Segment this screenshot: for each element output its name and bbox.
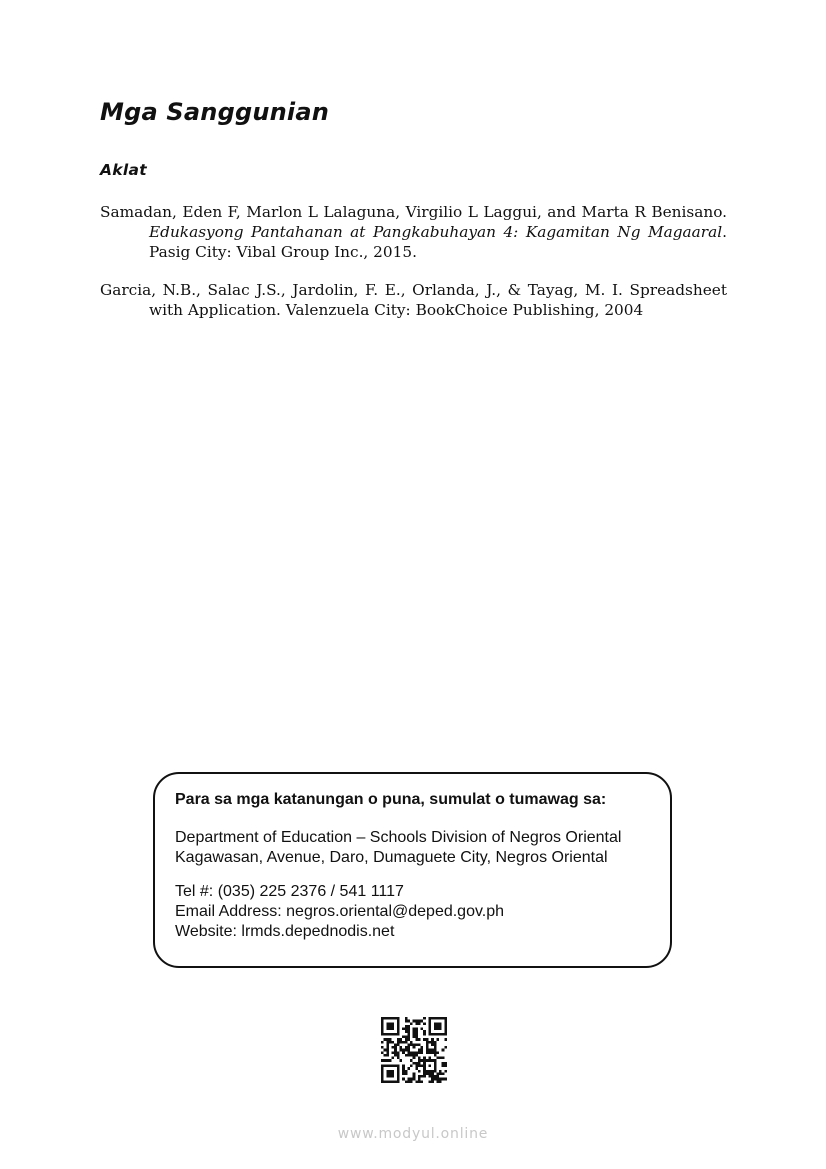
- contact-email[interactable]: Email Address: negros.oriental@deped.gov.ph: [175, 903, 505, 920]
- contact-address-block: [175, 828, 621, 868]
- contact-box: [153, 772, 672, 968]
- reference-title: Edukasyong Pantahanan at Pangkabuhayan 4: Kagamitan Ng Magaaral: [149, 223, 723, 241]
- reference-item: [100, 202, 727, 262]
- reference-publication: . Pasig City: Vibal Group Inc., 2015.: [149, 223, 727, 261]
- contact-heading: Para sa mga katanungan o puna, sumulat o tumawag sa:: [175, 791, 607, 808]
- reference-authors: Samadan, Eden F, Marlon L Lalaguna, Virgilio L Laggui, and Marta R Benisano.: [100, 203, 727, 221]
- section-heading-aklat: Aklat: [100, 161, 147, 179]
- reference-item: Garcia, N.B., Salac J.S., Jardolin, F. E., Orlanda, J., & Tayag, M. I. Spreadsheet with Application. Valenzuela City: BookChoice Publishing, 2004: [100, 281, 727, 319]
- qr-code: [381, 1017, 447, 1083]
- contact-website[interactable]: Website: lrmds.depednodis.net: [175, 923, 395, 940]
- contact-tel: Tel #: (035) 225 2376 / 541 1117: [175, 883, 404, 900]
- watermark: www.modyul.online: [337, 1126, 489, 1142]
- page-title: Mga Sanggunian: [100, 98, 330, 126]
- contact-department: Department of Education – Schools Division of Negros Oriental: [175, 829, 622, 846]
- contact-address: Kagawasan, Avenue, Daro, Dumaguete City, Negros Oriental: [175, 849, 608, 866]
- contact-info-block: [175, 882, 504, 942]
